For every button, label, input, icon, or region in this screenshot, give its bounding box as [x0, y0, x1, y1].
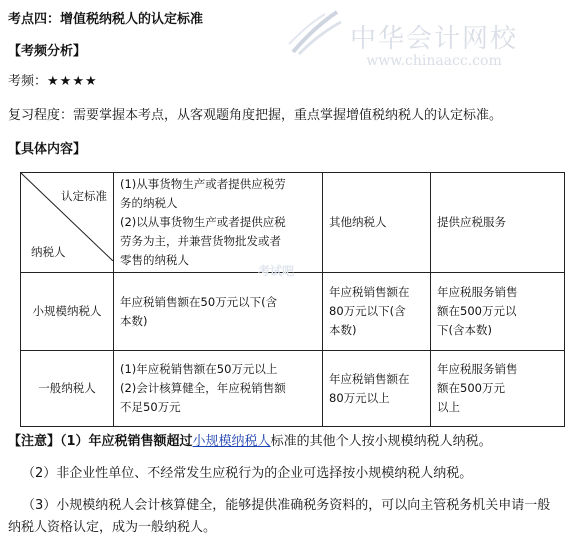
cell	[114, 351, 323, 427]
text-line: (2)以从事货物生产或者提供应税	[120, 215, 286, 229]
note-3-line1: （3）小规模纳税人会计核算健全，能够提供准确税务资料的，可以向主管税务机关申请一般	[22, 498, 551, 513]
text-line: 年应税服务销售	[437, 285, 518, 299]
row-label-general: 一般纳税人	[21, 351, 114, 427]
watermark	[350, 18, 518, 69]
cell	[323, 273, 431, 351]
text-line: 80万元以下(含	[329, 304, 406, 318]
header-criteria: 认定标准	[61, 189, 107, 203]
text-line: 年应税销售额在50万元以下(含	[120, 294, 278, 309]
note-3-line2: 纳税人资格认定，成为一般纳税人。	[8, 520, 217, 535]
watermark-cn: 中华会计网校	[350, 24, 519, 54]
text-line: 下(含本数)	[437, 323, 492, 337]
frequency-row	[8, 70, 98, 89]
text-line: (1)从事货物生产或者提供应税劳	[120, 177, 286, 191]
header-services: 提供应税服务	[431, 173, 565, 273]
cell	[323, 351, 431, 427]
text-line: 年应税销售额在	[329, 285, 410, 299]
review-text: 复习程度：需要掌握本考点，从客观题角度把握，重点掌握增值税纳税人的认定标准。	[8, 108, 503, 123]
header-taxpayer: 纳税人	[31, 245, 66, 259]
header-other: 其他纳税人	[323, 173, 431, 273]
section-analysis: 【考频分析】	[8, 44, 87, 59]
text-line: 额在500万元	[437, 381, 505, 395]
cell	[431, 351, 565, 427]
text-line: (2)会计核算健全，年应税销售额	[120, 381, 286, 395]
table-row	[21, 273, 565, 351]
cell	[114, 273, 323, 351]
text-line: 劳务为主，并兼营货物批发或者	[120, 234, 281, 248]
text-line: 本数)	[120, 313, 148, 328]
watermark-url: www.chinaacc.com	[366, 53, 502, 69]
text-line: 年应税服务销售	[437, 362, 518, 376]
note-1	[8, 430, 492, 449]
frequency-stars: ★★★★	[47, 74, 98, 89]
text-line: 年应税销售额在	[329, 371, 410, 386]
text-line: (1)年应税销售额在50万元以上	[120, 362, 278, 376]
text-line: 本数)	[329, 323, 357, 337]
text-line: 务的纳税人	[120, 196, 178, 210]
criteria-table	[20, 172, 565, 427]
table-row	[21, 351, 565, 427]
text-line: 额在500万元以	[437, 304, 517, 318]
diagonal-header-cell	[21, 173, 114, 273]
note-1-prefix: 【注意】（1）年应税销售额超过	[8, 434, 193, 449]
text-line: 以上	[437, 400, 460, 414]
cell	[431, 273, 565, 351]
text-line: 不足50万元	[120, 400, 181, 414]
watermark-exam8: 考试吧	[258, 264, 295, 278]
chinaacc-logo-icon	[285, 8, 345, 58]
small-taxpayer-link[interactable]: 小规模纳税人	[192, 434, 271, 449]
note-1-suffix: 标准的其他个人按小规模纳税人纳税。	[270, 434, 492, 449]
section-content: 【具体内容】	[8, 142, 87, 157]
header-goods-services	[114, 173, 323, 273]
frequency-label: 考频：	[8, 74, 48, 89]
page-title: 考点四：增值税纳税人的认定标准	[8, 12, 204, 27]
text-line: 80万元以上	[329, 390, 390, 405]
text-line: 零售的纳税人	[120, 253, 189, 267]
row-label-small: 小规模纳税人	[21, 273, 114, 351]
table-header-row	[21, 173, 565, 273]
note-2: （2）非企业性单位、不经常发生应税行为的企业可选择按小规模纳税人纳税。	[22, 466, 473, 481]
